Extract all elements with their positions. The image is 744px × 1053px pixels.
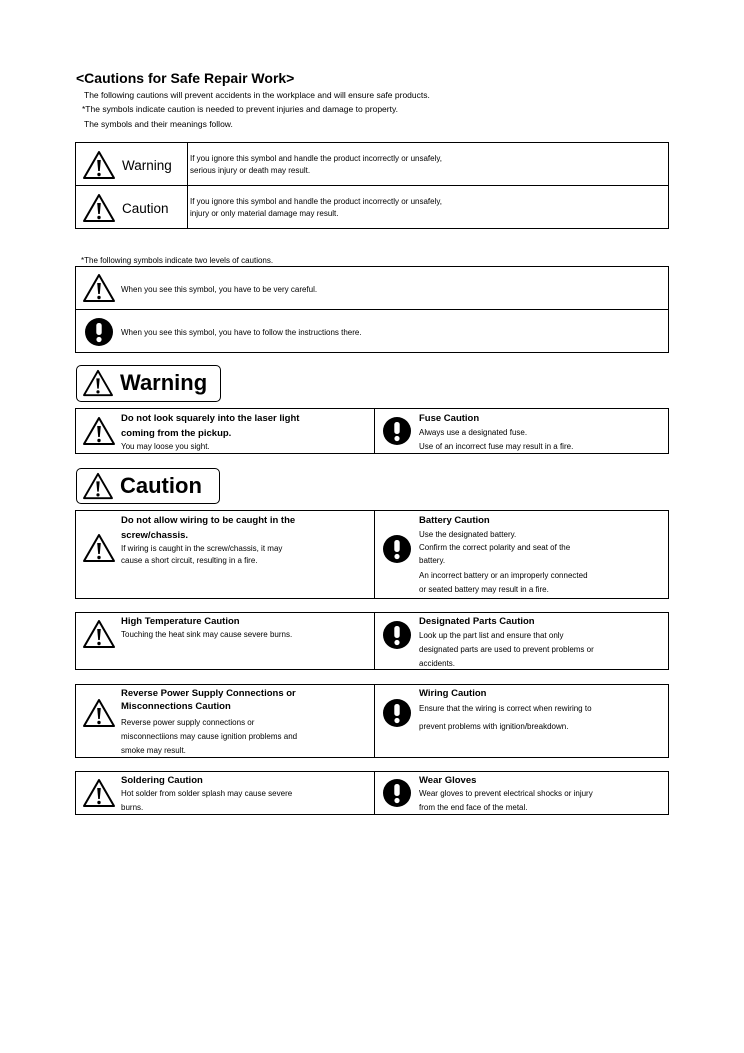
caution-body: If wiring is caught in the screw/chassis, it may	[121, 544, 283, 553]
caution-body: Confirm the correct polarity and seat of the	[419, 543, 571, 552]
intro-line-3: The symbols and their meanings follow.	[84, 119, 233, 129]
intro-line-2: *The symbols indicate caution is needed to prevent injuries and damage to property.	[82, 104, 398, 114]
caution-body: misconnectiions may cause ignition problems and	[121, 732, 298, 741]
exclamation-circle-icon	[382, 534, 412, 564]
caution-heading: Designated Parts Caution	[419, 616, 535, 627]
symbols-note: *The following symbols indicate two levels of cautions.	[81, 256, 274, 265]
caution-heading: Wear Gloves	[419, 775, 477, 786]
caution-body: Hot solder from solder splash may cause severe	[121, 789, 293, 798]
caution-heading: coming from the pickup.	[121, 428, 232, 439]
level-desc-line: injury or only material damage may result.	[190, 209, 339, 218]
symbol-meaning: When you see this symbol, you have to follow the instructions there.	[121, 328, 362, 337]
warning-triangle-icon	[82, 273, 116, 303]
caution-heading: screw/chassis.	[121, 530, 189, 541]
divider	[374, 408, 375, 454]
caution-body: Use the designated battery.	[419, 530, 517, 539]
divider	[75, 309, 669, 310]
caution-heading: High Temperature Caution	[121, 616, 240, 627]
exclamation-circle-icon	[84, 317, 114, 347]
caution-heading: Misconnections Caution	[121, 701, 231, 712]
caution-body: battery.	[419, 556, 446, 565]
warning-triangle-icon	[82, 369, 114, 397]
divider	[374, 771, 375, 815]
warning-triangle-icon	[82, 193, 116, 223]
caution-body: cause a short circuit, resulting in a fire.	[121, 556, 258, 565]
warning-triangle-icon	[82, 698, 116, 728]
exclamation-circle-icon	[382, 778, 412, 808]
divider	[374, 684, 375, 758]
wiring-caught-cell	[121, 513, 371, 567]
caution-body: or seated battery may result in a fire.	[419, 585, 549, 594]
high-temperature-cell	[121, 615, 371, 641]
wiring-caution-cell	[419, 687, 667, 736]
warning-triangle-icon	[82, 778, 116, 808]
caution-heading: Do not look squarely into the laser light	[121, 413, 300, 424]
page-title: <Cautions for Safe Repair Work>	[76, 70, 295, 86]
reverse-power-cell	[121, 687, 371, 758]
caution-heading: Fuse Caution	[419, 413, 480, 424]
wear-gloves-cell	[419, 774, 667, 815]
caution-body: You may loose you sight.	[121, 442, 210, 451]
caution-body: Touching the heat sink may cause severe burns.	[121, 630, 293, 639]
caution-heading: Battery Caution	[419, 515, 490, 526]
divider	[75, 185, 669, 186]
level-desc-line: If you ignore this symbol and handle the product incorrectly or unsafely,	[190, 154, 442, 163]
caution-heading: Soldering Caution	[121, 775, 203, 786]
level-label-caution: Caution	[122, 201, 169, 216]
level-desc-line: If you ignore this symbol and handle the product incorrectly or unsafely,	[190, 197, 442, 206]
warning-triangle-icon	[82, 416, 116, 446]
fuse-caution-cell	[419, 411, 667, 454]
caution-body: designated parts are used to prevent problems or	[419, 645, 594, 654]
divider	[374, 510, 375, 599]
intro-line-1: The following cautions will prevent accidents in the workplace and will ensure safe products.	[84, 90, 430, 100]
caution-body: Wear gloves to prevent electrical shocks or injury	[419, 789, 593, 798]
caution-body: Look up the part list and ensure that only	[419, 631, 564, 640]
warning-triangle-icon	[82, 619, 116, 649]
level-label-warning: Warning	[122, 158, 172, 173]
warning-triangle-icon	[82, 533, 116, 563]
caution-heading: Do not allow wiring to be caught in the	[121, 515, 296, 526]
caution-body: prevent problems with ignition/breakdown.	[419, 722, 569, 731]
exclamation-circle-icon	[382, 416, 412, 446]
warning-banner-label: Warning	[120, 370, 208, 395]
divider	[374, 612, 375, 670]
caution-body: accidents.	[419, 659, 456, 668]
caution-body: Reverse power supply connections or	[121, 718, 255, 727]
caution-heading: Reverse Power Supply Connections or	[121, 688, 296, 699]
divider	[187, 142, 188, 229]
caution-body: burns.	[121, 803, 144, 812]
caution-heading: Wiring Caution	[419, 688, 487, 699]
battery-caution-cell	[419, 513, 667, 597]
laser-caution-cell	[121, 411, 371, 452]
caution-body: Ensure that the wiring is correct when rewiring to	[419, 704, 592, 713]
exclamation-circle-icon	[382, 620, 412, 650]
caution-body: Use of an incorrect fuse may result in a fire.	[419, 442, 574, 451]
warning-triangle-icon	[82, 472, 114, 500]
caution-body: An incorrect battery or an improperly connected	[419, 571, 588, 580]
caution-banner-label: Caution	[120, 473, 202, 498]
designated-parts-cell	[419, 615, 667, 671]
exclamation-circle-icon	[382, 698, 412, 728]
caution-body: smoke may result.	[121, 746, 186, 755]
level-desc-line: serious injury or death may result.	[190, 166, 311, 175]
caution-body: Always use a designated fuse.	[419, 428, 528, 437]
caution-body: from the end face of the metal.	[419, 803, 528, 812]
soldering-caution-cell	[121, 774, 371, 815]
symbol-meaning: When you see this symbol, you have to be very careful.	[121, 285, 318, 294]
warning-triangle-icon	[82, 150, 116, 180]
